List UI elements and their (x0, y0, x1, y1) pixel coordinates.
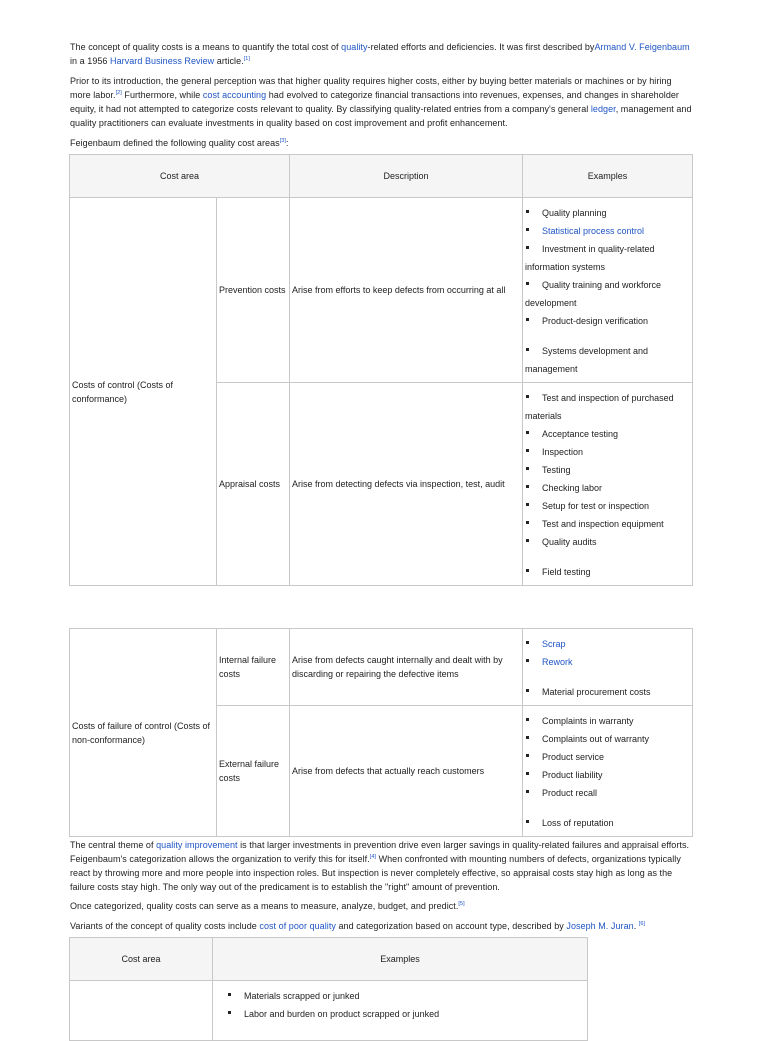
table-row-prevention (70, 198, 693, 383)
examples-list (525, 635, 690, 701)
reference-4[interactable]: [4] (369, 854, 377, 860)
link-joseph-juran[interactable]: Joseph M. Juran (566, 921, 634, 931)
list-item: Test and inspection equipment (525, 515, 690, 533)
text: in a 1956 (70, 56, 111, 66)
header-examples: Examples (523, 155, 693, 198)
text: : (285, 138, 289, 148)
table-header-row (70, 155, 693, 198)
link-quality-improvement[interactable]: quality improvement (156, 840, 238, 850)
list-item: Field testing (525, 563, 690, 581)
description-appraisal: Arise from detecting defects via inspection, test, audit (290, 383, 523, 586)
list-item: Quality training and workforce development (525, 276, 690, 312)
list-item: Testing (525, 461, 690, 479)
text: . (633, 921, 639, 931)
examples-appraisal (523, 383, 693, 586)
text: The central theme of (70, 840, 157, 850)
quality-cost-table-juran (69, 937, 588, 1041)
reference-5[interactable]: [5] (458, 901, 465, 907)
list-item: Systems development and management (525, 342, 690, 378)
intro-paragraph-2 (70, 74, 694, 130)
text: When confronted with mounting numbers of defects, organizations typically react by throwing more and more people into inspection roles. But inspection is never completely effective, so appraisal costs stay high as long as the failure costs stay high. The only way out of the predicament is to establish the "right" amount of prevention. (70, 854, 681, 892)
link-statistical-process-control[interactable]: Statistical process control (542, 226, 645, 236)
reference-2[interactable]: [2] (115, 90, 122, 96)
description-external-failure: Arise from defects that actually reach customers (290, 706, 523, 837)
examples-list (525, 389, 690, 581)
header-cost-area: Cost area (70, 155, 290, 198)
examples-list (227, 987, 585, 1023)
list-item: Product-design verification (525, 312, 690, 330)
list-item (525, 653, 690, 671)
examples-cell (213, 981, 588, 1041)
list-item: Quality audits (525, 533, 690, 551)
list-item: Setup for test or inspection (525, 497, 690, 515)
reference-3[interactable]: [3] (279, 138, 286, 144)
text: , management and quality practitioners can evaluate investments in quality based on cost improvement and profit enhancement. (70, 104, 692, 128)
reference-6[interactable]: [6] (638, 921, 646, 927)
examples-prevention (523, 198, 693, 383)
text: Variants of the concept of quality costs include (70, 921, 260, 931)
list-item: Loss of reputation (525, 814, 690, 832)
text: Prior to its introduction, the general perception was that higher quality requires higher costs, either by buying better materials or machines or by hiring more labor. (70, 76, 672, 100)
intro-paragraph-1 (70, 40, 694, 68)
header-cost-area: Cost area (70, 938, 213, 981)
outro-paragraph-3 (70, 919, 694, 933)
list-item: Investment in quality-related information systems (525, 240, 690, 276)
text: The concept of quality costs is a means to quantify the total cost of (70, 42, 342, 52)
list-item: Checking labor (525, 479, 690, 497)
category-costs-of-control: Costs of control (Costs of conformance) (70, 198, 217, 586)
outro-paragraph-2 (70, 899, 694, 913)
text: Furthermore, while (121, 90, 203, 100)
link-scrap[interactable]: Scrap (542, 639, 566, 649)
link-armand-feigenbaum[interactable]: Armand V. Feigenbaum (594, 42, 690, 52)
list-item: Quality planning (525, 204, 690, 222)
outro-paragraph-1 (70, 838, 694, 894)
description-prevention: Arise from efforts to keep defects from occurring at all (290, 198, 523, 383)
list-item: Material procurement costs (525, 683, 690, 701)
table-header-row (70, 938, 588, 981)
link-harvard-business-review[interactable]: Harvard Business Review (110, 56, 215, 66)
link-cost-of-poor-quality[interactable]: cost of poor quality (259, 921, 336, 931)
text: is that larger investments in prevention drive even larger savings in quality-related failures and appraisal efforts. Feigenbaum's categorization allows the organization to verify this for itself. (70, 840, 690, 864)
examples-internal-failure (523, 629, 693, 706)
text: Feigenbaum defined the following quality cost areas (70, 138, 280, 148)
examples-external-failure (523, 706, 693, 837)
list-item (525, 222, 690, 240)
text: Once categorized, quality costs can serve as a means to measure, analyze, budget, and predict. (70, 901, 459, 911)
list-item: Materials scrapped or junked (227, 987, 585, 1005)
text: article. (214, 56, 244, 66)
text: -related efforts and deficiencies. It was first described by (367, 42, 595, 52)
list-item: Complaints in warranty (525, 712, 690, 730)
table-row-internal-failure (70, 629, 693, 706)
intro-paragraph-3 (70, 136, 694, 150)
subarea-appraisal: Appraisal costs (217, 383, 290, 586)
list-item: Acceptance testing (525, 425, 690, 443)
link-cost-accounting[interactable]: cost accounting (202, 90, 267, 100)
subarea-prevention: Prevention costs (217, 198, 290, 383)
category-costs-of-failure: Costs of failure of control (Costs of non-conformance) (70, 629, 217, 837)
text: had evolved to categorize financial transactions into revenues, expenses, and changes in shareholder equity, it had not attempted to categorize costs relevant to quality. By classifying quality-related entries from a company's general (70, 90, 679, 114)
link-rework[interactable]: Rework (542, 657, 573, 667)
examples-list (525, 204, 690, 378)
list-item (525, 635, 690, 653)
list-item: Test and inspection of purchased materials (525, 389, 690, 425)
reference-1[interactable]: [1] (243, 56, 250, 62)
header-description: Description (290, 155, 523, 198)
quality-cost-table-control (69, 154, 693, 586)
quality-cost-table-failure (69, 628, 693, 837)
description-internal-failure: Arise from defects caught internally and dealt with by discarding or repairing the defective items (290, 629, 523, 706)
list-item: Product service (525, 748, 690, 766)
list-item: Inspection (525, 443, 690, 461)
list-item: Complaints out of warranty (525, 730, 690, 748)
list-item: Product recall (525, 784, 690, 802)
link-quality[interactable]: quality (341, 42, 368, 52)
cost-area-cell (70, 981, 213, 1041)
subarea-internal-failure: Internal failure costs (217, 629, 290, 706)
list-item: Product liability (525, 766, 690, 784)
list-item: Labor and burden on product scrapped or junked (227, 1005, 585, 1023)
table-row (70, 981, 588, 1041)
examples-list (525, 712, 690, 832)
link-ledger[interactable]: ledger (590, 104, 616, 114)
header-examples: Examples (213, 938, 588, 981)
text: and categorization based on account type, described by (335, 921, 567, 931)
subarea-external-failure: External failure costs (217, 706, 290, 837)
